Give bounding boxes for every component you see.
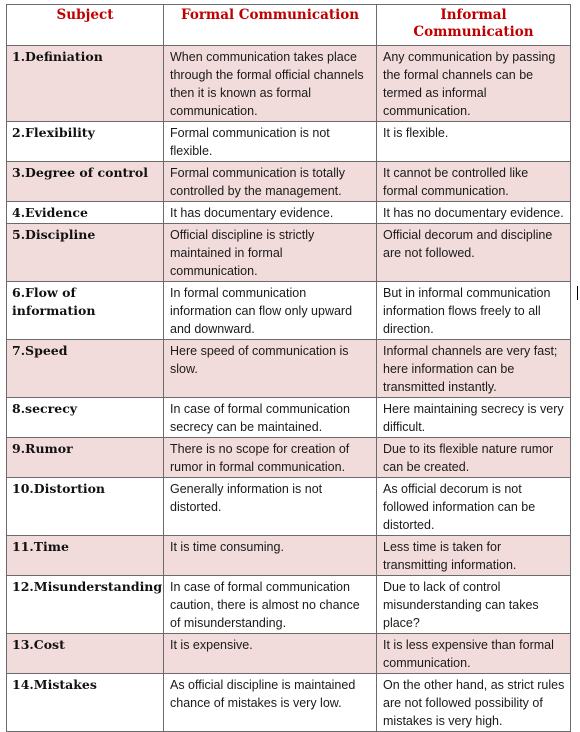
subject-cell: 1.Definiation — [7, 46, 164, 122]
subject-cell: 11.Time — [7, 536, 164, 576]
header-formal: Formal Communication — [164, 5, 377, 46]
informal-cell: It is less expensive than formal communication. — [377, 634, 571, 674]
formal-cell: It is expensive. — [164, 634, 377, 674]
informal-cell: Any communication by passing the formal channels can be termed as informal communication. — [377, 46, 571, 122]
informal-cell: It is flexible. — [377, 122, 571, 162]
informal-cell: Less time is taken for transmitting information. — [377, 536, 571, 576]
table-row — [7, 634, 571, 674]
informal-cell: Due to lack of control misunderstanding can takes place? — [377, 576, 571, 634]
subject-cell: 12.Misunderstanding — [7, 576, 164, 634]
formal-cell: In case of formal communication caution, there is almost no chance of misunderstanding. — [164, 576, 377, 634]
subject-cell: 3.Degree of control — [7, 162, 164, 202]
subject-cell: 10.Distortion — [7, 478, 164, 536]
formal-cell: When communication takes place through the formal official channels then it is known as formal communication. — [164, 46, 377, 122]
informal-cell: It cannot be controlled like formal communication. — [377, 162, 571, 202]
informal-cell: On the other hand, as strict rules are not followed possibility of mistakes is very high. — [377, 674, 571, 732]
formal-cell: In case of formal communication secrecy can be maintained. — [164, 398, 377, 438]
table-row — [7, 224, 571, 282]
table-row — [7, 478, 571, 536]
informal-cell: It has no documentary evidence. — [377, 202, 571, 224]
subject-cell: 14.Mistakes — [7, 674, 164, 732]
table-row — [7, 202, 571, 224]
formal-cell: In formal communication information can flow only upward and downward. — [164, 282, 377, 340]
informal-cell: Informal channels are very fast; here information can be transmitted instantly. — [377, 340, 571, 398]
subject-cell: 2.Flexibility — [7, 122, 164, 162]
subject-cell: 13.Cost — [7, 634, 164, 674]
formal-cell: Official discipline is strictly maintained in formal communication. — [164, 224, 377, 282]
informal-cell: But in informal communication information flows freely to all direction. — [377, 282, 571, 340]
table-row — [7, 576, 571, 634]
table-row — [7, 46, 571, 122]
header-row — [7, 5, 571, 46]
formal-cell: Generally information is not distorted. — [164, 478, 377, 536]
subject-cell: 8.secrecy — [7, 398, 164, 438]
formal-cell: As official discipline is maintained chance of mistakes is very low. — [164, 674, 377, 732]
table-row — [7, 398, 571, 438]
table-row — [7, 536, 571, 576]
subject-cell: 9.Rumor — [7, 438, 164, 478]
document-page — [6, 4, 570, 732]
table-row — [7, 122, 571, 162]
informal-cell: Due to its flexible nature rumor can be created. — [377, 438, 571, 478]
table-row — [7, 282, 571, 340]
table-row — [7, 674, 571, 732]
informal-cell: Here maintaining secrecy is very difficult. — [377, 398, 571, 438]
formal-cell: Formal communication is totally controlled by the management. — [164, 162, 377, 202]
subject-cell: 5.Discipline — [7, 224, 164, 282]
text-cursor — [577, 286, 578, 300]
subject-cell: 4.Evidence — [7, 202, 164, 224]
table-row — [7, 162, 571, 202]
formal-cell: It has documentary evidence. — [164, 202, 377, 224]
subject-cell: 7.Speed — [7, 340, 164, 398]
informal-cell: Official decorum and discipline are not followed. — [377, 224, 571, 282]
formal-cell: Formal communication is not flexible. — [164, 122, 377, 162]
header-informal: Informal Communication — [377, 5, 571, 46]
table-row — [7, 340, 571, 398]
header-subject: Subject — [7, 5, 164, 46]
formal-cell: Here speed of communication is slow. — [164, 340, 377, 398]
subject-cell: 6.Flow of information — [7, 282, 164, 340]
informal-cell: As official decorum is not followed information can be distorted. — [377, 478, 571, 536]
table-row — [7, 438, 571, 478]
formal-cell: It is time consuming. — [164, 536, 377, 576]
comparison-table — [6, 4, 571, 732]
formal-cell: There is no scope for creation of rumor in formal communication. — [164, 438, 377, 478]
